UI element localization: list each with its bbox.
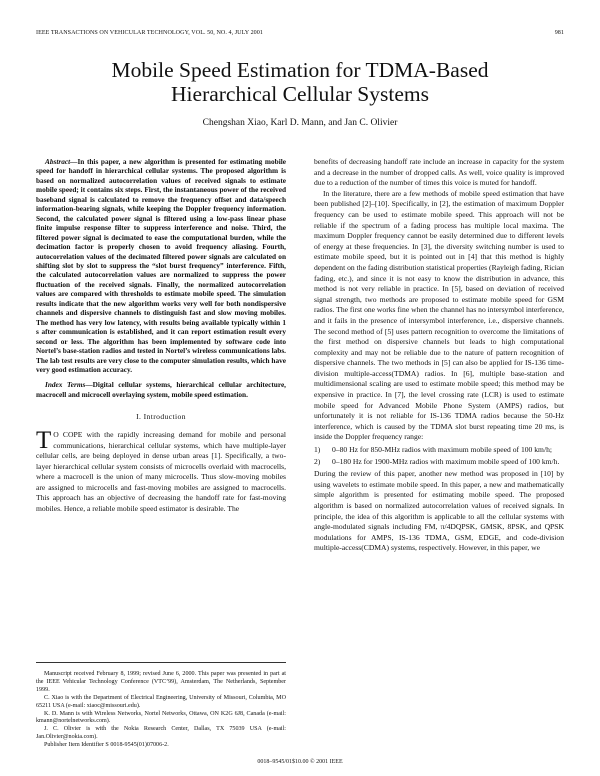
list-item: [314, 445, 564, 456]
abstract-text: In this paper, a new algorithm is presented for estimating mobile speed for handoff in hierarchical cellular systems. The proposed algorithm is based on normalized autocorrelation values of received signals to estimate mobile speed; it contains six steps. First, the instantaneous power of the received baseband signal is calculated to remove the frequency offset and data/speech information-bearing signals, while keeping the Doppler frequency information. Second, the calculated power signal is filtered using a low-pass linear phase finite impulse response filter to suppress interference and noise. Third, the filtered power signal is decimated to ease the computational burden, while the decimation factor is properly chosen to avoid frequency aliasing. Fourth, autocorrelation values of the decimated filtered power signals are calculated on shifting slot by slot to suppress the “slot burst frequency” interference. Fifth, the calculated autocorrelation values are normalized to suppress the power fluctuation of the received signals. Finally, the normalized autocorrelation values are compared with thresholds to estimate mobile speed. The simulation results indicate that the new algorithm works very well for both nondispersive channels and dispersive channels to distinguish fast and slow moving mobiles. The method has very low latency, with results being available typically within 1 s after communication is established, and it can report estimation result every second or less. The algorithm has been implemented by software code into Nortel’s base-station radios and tested in Nortel’s wireless communications labs. The lab test results are very close to the computer simulation results, which have very good estimation accuracy.: [36, 157, 286, 374]
title-line-2: Hierarchical Cellular Systems: [171, 82, 429, 106]
title-line-1: Mobile Speed Estimation for TDMA-Based: [111, 58, 489, 82]
footnote-author-olivier: J. C. Olivier is with the Nokia Research Center, Dallas, TX 75039 USA (e-mail: Jan.Olivier@nokia.com).: [36, 726, 286, 741]
footnote-author-mann: K. D. Mann is with Wireless Networks, Nortel Networks, Ottawa, ON K2G 6J8, Canada (e-mail: kmann@nortelnetworks.com).: [36, 710, 286, 725]
copyright-line: 0018–9545/01$10.00 © 2001 IEEE: [257, 759, 343, 765]
index-terms-text: Digital cellular systems, hierarchical cellular architecture, macrocell and microcell overlaying system, mobile speed estimation.: [36, 380, 287, 399]
intro-paragraph: [36, 426, 286, 515]
index-terms-lead: Index Terms—: [45, 380, 93, 390]
index-terms: [36, 380, 286, 399]
intro-text: O COPE with the rapidly increasing demand for mobile and personal communications, hierarchical cellular systems, which have multiple-layer cellular cells, are being deployed in dense urban areas [1]. Specifically, a two-layer hierarchical cellular system consists of microcells overlaid with macrocells, where a macrocell is the union of many microcells. Thus slow-moving mobiles are assigned to microcells and fast-moving mobiles are assigned to macrocells. This approach has an objective of decreasing the handoff rate for fast-moving mobiles. Hence, a reliable mobile speed estimator is desirable. The: [36, 429, 286, 514]
paper-title: [0, 58, 600, 106]
paragraph-proposed-method: During the review of this paper, another new method was proposed in [10] by using wavelets to estimate mobile speed. In this paper, a new and mathematically simple algorithm is presented for estimating mobile speed. The proposed algorithm is based on normalized autocorrelation values of received signals. In principle, the idea of this algorithm is applicable to all the cellular systems with angle-modulated signals including FM, π/4DQPSK, GMSK, 8PSK, and QPSK modulations for AMPS, IS-136 TDMA, GSM, EDGE, and code-division multiple-access(CDMA) systems, respectively. However, in this paper, we: [314, 469, 564, 553]
list-text: 0–80 Hz for 850-MHz radios with maximum mobile speed of 100 km/h;: [332, 445, 552, 455]
footnotes: [36, 662, 286, 750]
left-column: [36, 157, 286, 515]
footnote-publisher-id: Publisher Item Identifier S 0018-9545(01)07006-2.: [44, 742, 169, 749]
footnote-received: Manuscript received February 8, 1999; revised June 6, 2000. This paper was presented in part at the IEEE Vehicular Technology Conference (VTC’99), Amsterdam, The Netherlands, September 1999.: [36, 671, 286, 693]
list-text: 0–180 Hz for 1900-MHz radios with maximum mobile speed of 100 km/h.: [332, 456, 560, 466]
list-item: [314, 457, 564, 468]
journal-name: IEEE TRANSACTIONS ON VEHICULAR TECHNOLOGY, VOL. 50, NO. 4, JULY 2001: [36, 30, 263, 36]
list-number: 1): [314, 445, 321, 455]
doppler-range-list: [314, 445, 564, 467]
list-number: 2): [314, 456, 321, 466]
drop-cap: T: [36, 426, 52, 454]
section-heading-introduction: I. Introduction: [136, 412, 186, 422]
footnote-author-xiao: C. Xiao is with the Department of Electrical Engineering, University of Missouri, Columbia, MO 65211 USA (e-mail: xiaoc@missouri.edu).: [36, 694, 286, 709]
paragraph-benefits: benefits of decreasing handoff rate include an increase in capacity for the system and a decrease in the number of dropped calls. As well, voice quality is improved due to a reduction of the number of times this voice is muted for handoff.: [314, 157, 564, 188]
page-number: 981: [554, 30, 564, 36]
authors: Chengshan Xiao, Karl D. Mann, and Jan C. Olivier: [202, 118, 398, 128]
abstract: [36, 157, 286, 374]
paragraph-literature: In the literature, there are a few methods of mobile speed estimation that have been published [2]–[10]. Specifically, in [2], the estimation of maximum Doppler frequency can be used to estimate mobile speed. This approach will not be reliable if the spectrum of a fading process has multiple local maxima. The maximum Doppler frequency cannot be easily determined due to different levels of energy at these frequencies. In [3], the diversity switching number is used to estimate mobile speed, but it is pointed out in [4] that this method is highly dependent on the fading distribution statistical properties (Rayleigh fading, Rician fading, etc.), and since it is not easy to know the distribution in advance, this method is not very reliable in practice. In [5], based on deviation of received signal strength, two methods are proposed to estimate mobile speed for GSM radios. The first one works fine when the channel has no intersymbol interference, and it fails in the presence of intersymbol interference, i.e., dispersive channels. The second method of [5] uses pattern recognition to overcome the limitations of the first method on dispersive channels but leads to high computational complexity and may not be reliable due to the nature of pattern recognition of dispersive channels. The two methods in [5] can also be applied for IS-136 time-division multiple-access(TDMA) radios. In [6], multiple base-station and multidimensional scaling are used to estimate mobile speed; this method may be expensive in practice. In [7], the level crossing rate (LCR) is used to estimate mobile speed for Advanced Mobile Phone System (AMPS) radios, but unfortunately it is not reliable for IS-136 TDMA radios because the 50-Hz interference, which is caused by the TDMA slot burst repeating time 20 ms, is inside the Doppler frequency range:: [314, 188, 564, 442]
abstract-lead: Abstract—: [45, 157, 78, 166]
running-header: [36, 30, 564, 36]
right-column: [314, 157, 564, 554]
